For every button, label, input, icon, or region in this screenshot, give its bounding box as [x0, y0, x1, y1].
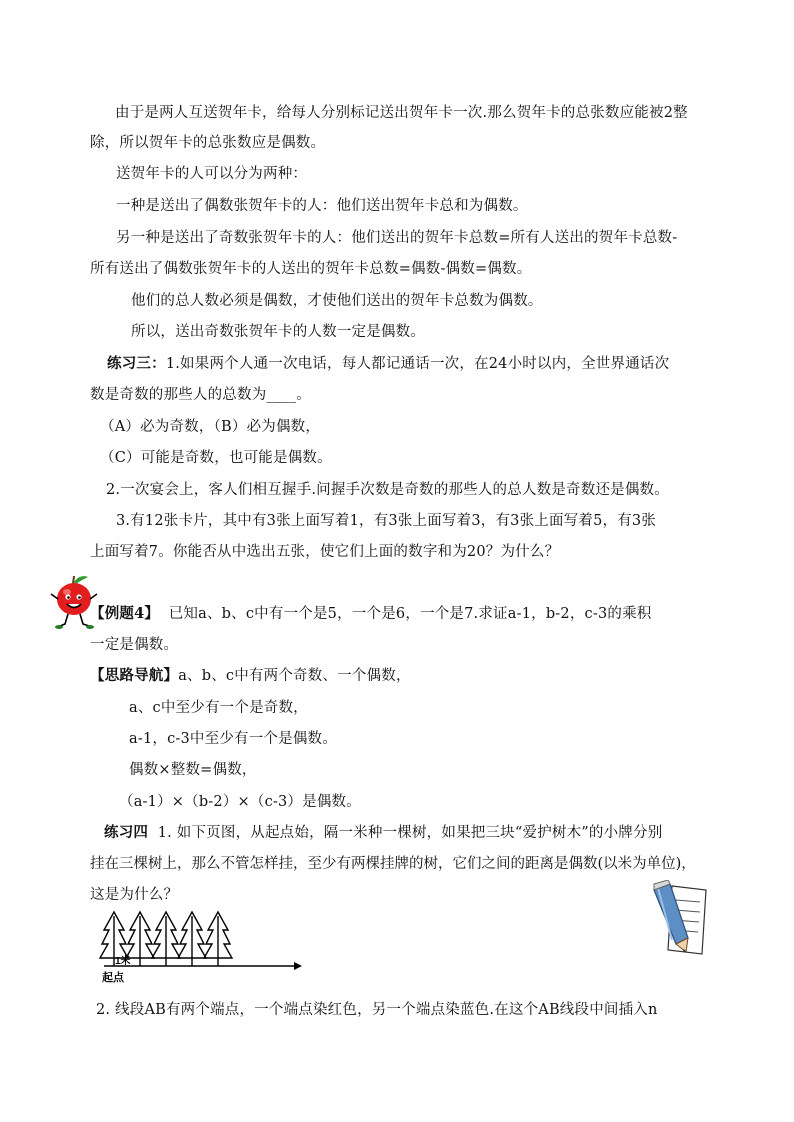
exercise3-q1-line1 — [107, 354, 669, 374]
exercise3-label: 练习三： — [107, 355, 166, 372]
hint-label: 【思路导航】 — [90, 667, 179, 684]
hint-l1: a、b、c中有两个奇数、一个偶数， — [178, 668, 411, 684]
tree-icon — [152, 912, 180, 966]
example4-line2: 一定是偶数。 — [90, 637, 179, 653]
hint-line1 — [90, 666, 411, 686]
tree-icon — [178, 912, 206, 966]
paragraph-5: 他们的总人数必须是偶数，才使他们送出的贺年卡总数为偶数。 — [131, 293, 543, 309]
tree-icon — [204, 912, 232, 966]
hint-line5: （a-1）×（b-2）×（c-3）是偶数。 — [119, 794, 361, 810]
exercise3-q3-line1: 3.有12张卡片，其中有3张上面写着1，有3张上面写着3，有3张上面写着5，有3张 — [116, 513, 657, 529]
hint-line2: a、c中至少有一个是奇数， — [129, 700, 308, 716]
pencil-paper-icon — [648, 880, 710, 960]
exercise3-q3-line2: 上面写着7。你能否从中选出五张，使它们上面的数字和为20？为什么？ — [90, 544, 560, 560]
start-label: 起点 — [102, 972, 124, 984]
example4-line1 — [90, 604, 651, 624]
hint-line3: a-1，c-3中至少有一个是偶数。 — [129, 731, 337, 747]
exercise4-q2: 2. 线段AB有两个端点，一个端点染红色，另一个端点染蓝色.在这个AB线段中间插入n — [96, 1002, 658, 1018]
paragraph-2: 送贺年卡的人可以分为两种： — [116, 166, 308, 182]
exercise4-q1-line3: 这是为什么？ — [90, 887, 179, 903]
exercise4-q1a: 1. 如下页图，从起点始，隔一米种一棵树，如果把三块“爱护树木”的小牌分别 — [157, 825, 663, 841]
paragraph-3: 一种是送出了偶数张贺年卡的人：他们送出贺年卡总和为偶数。 — [116, 198, 528, 214]
exercise4-q1-line1 — [104, 823, 662, 843]
paragraph-4a: 另一种是送出了奇数张贺年卡的人：他们送出的贺年卡总数=所有人送出的贺年卡总数- — [116, 230, 678, 246]
exercise3-q2: 2.一次宴会上，客人们相互握手.问握手次数是奇数的那些人的总人数是奇数还是偶数。 — [106, 482, 669, 498]
exercise4-label: 练习四 — [104, 824, 149, 841]
exercise3-options-ab: （A）必为奇数，（B）必为偶数， — [100, 419, 321, 435]
tree-planting-diagram — [96, 910, 306, 984]
exercise3-q1a: 1.如果两个人通一次电话，每人都记通话一次，在24小时以内，全世界通话次 — [165, 356, 670, 372]
unit-label: 1米 — [115, 956, 131, 967]
example4-texta: 已知a、b、c中有一个是5，一个是6，一个是7.求证a-1，b-2，c-3的乘积 — [168, 606, 652, 622]
exercise3-option-c: （C）可能是奇数，也可能是偶数。 — [100, 450, 332, 466]
paragraph-6: 所以，送出奇数张贺年卡的人数一定是偶数。 — [131, 324, 425, 340]
hint-line4: 偶数×整数=偶数， — [129, 762, 257, 778]
paragraph-1b: 除，所以贺年卡的总张数应是偶数。 — [90, 135, 326, 151]
arrow-head-icon — [294, 962, 302, 970]
exercise3-q1-line2: 数是奇数的那些人的总数为____。 — [90, 387, 311, 403]
paragraph-4b: 所有送出了偶数张贺年卡的人送出的贺年卡总数=偶数-偶数=偶数。 — [90, 261, 532, 277]
paragraph-1a: 由于是两人互送贺年卡，给每人分别标记送出贺年卡一次.那么贺年卡的总张数应能被2整 — [115, 105, 688, 121]
exercise4-q1-line2: 挂在三棵树上，那么不管怎样挂，至少有两棵挂牌的树，它们之间的距离是偶数(以米为单位)， — [90, 856, 696, 872]
example4-label: 【例题4】 — [90, 605, 160, 622]
